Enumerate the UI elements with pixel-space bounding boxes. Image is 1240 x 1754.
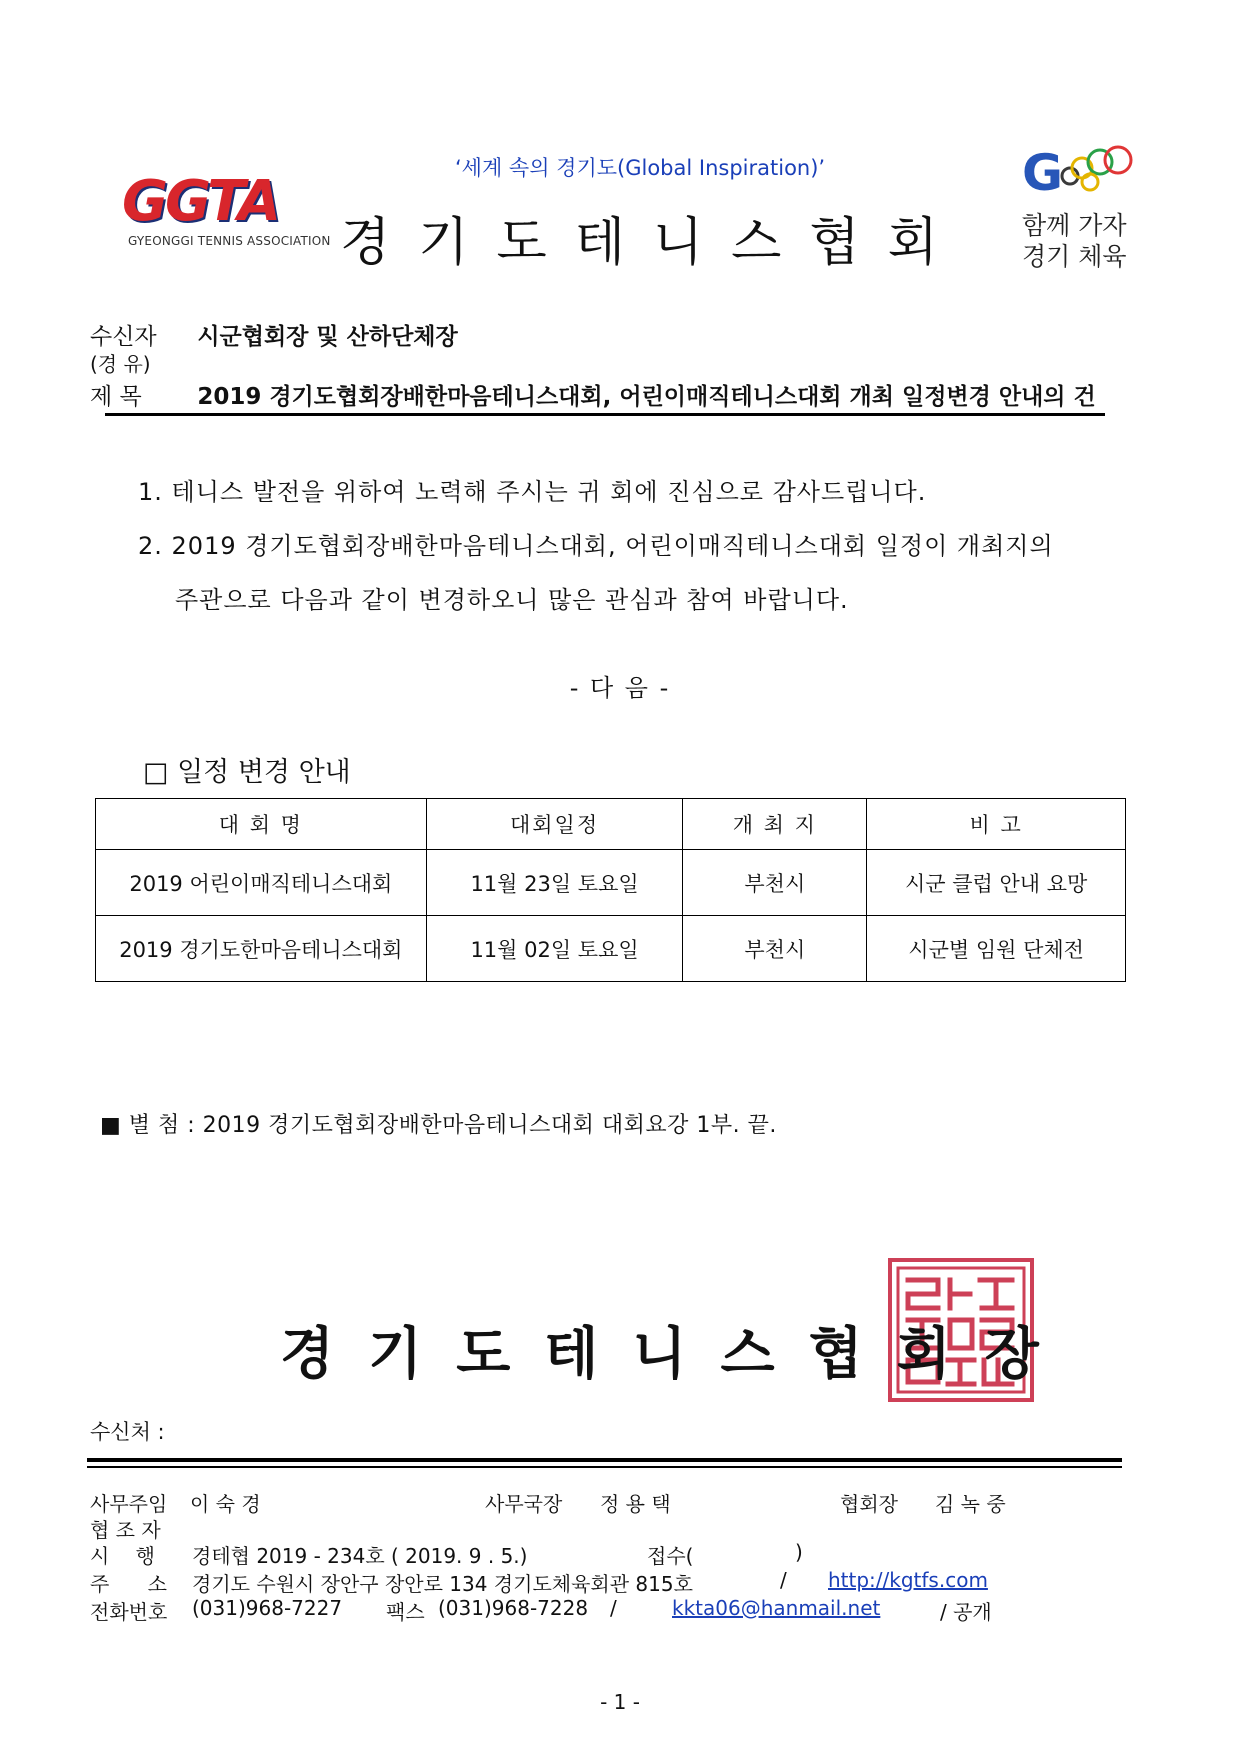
email-link[interactable]: kkta06@hanmail.net (672, 1596, 881, 1620)
phone-value: (031)968-7227 (192, 1596, 343, 1620)
body-item-1: 1. 테니스 발전을 위하여 노력해 주시는 귀 회에 진심으로 감사드립니다. (138, 478, 927, 506)
address-value: 경기도 수원시 장안구 장안로 134 경기도체육회관 815호 (192, 1572, 693, 1596)
recipient-value: 시군협회장 및 산하단체장 (197, 324, 458, 350)
fax-label: 팩스 (386, 1600, 425, 1624)
disclosure-label: / 공개 (940, 1600, 992, 1624)
contact-row (90, 1596, 1190, 1622)
issue-row (90, 1540, 1190, 1566)
receipt-close: ) (795, 1540, 803, 1564)
logo-tagline-1: 함께 가자 (1022, 211, 1127, 240)
table-row (96, 850, 1126, 916)
org-title: 경기도테니스협회 (340, 213, 966, 273)
recipients-label: 수신처 : (90, 1420, 165, 1444)
subject-label: 제 목 (90, 384, 142, 410)
address-row (90, 1568, 1190, 1594)
table-header-cell: 대회일정 (426, 799, 683, 850)
table-header-row (96, 799, 1126, 850)
table-cell: 2019 어린이매직테니스대회 (96, 850, 427, 916)
issuer-signature: 경기도테니스협회장 (280, 1322, 1073, 1387)
address-label: 주 소 (90, 1572, 183, 1596)
olympic-rings-icon (1020, 140, 1140, 206)
approval-row (90, 1488, 1190, 1514)
clerk-label: 사무주임 (90, 1492, 168, 1516)
ggta-logo-subtitle: GYEONGGI TENNIS ASSOCIATION (128, 234, 331, 248)
fax-value: (031)968-7228 (438, 1596, 589, 1620)
ggta-logo-brand: GGTA (122, 169, 279, 234)
recipient-label: 수신자 (90, 324, 157, 350)
subject-row (90, 378, 1096, 411)
contact-separator: / (610, 1596, 617, 1620)
table-row (96, 916, 1126, 982)
director-name: 정 용 택 (600, 1492, 671, 1516)
page-number: - 1 - (600, 1690, 640, 1714)
slogan: ‘세계 속의 경기도(Global Inspiration)’ (455, 156, 826, 180)
clerk-name: 이 숙 경 (190, 1492, 261, 1516)
table-cell: 부천시 (683, 850, 867, 916)
ggta-logo (122, 169, 331, 257)
phone-label: 전화번호 (90, 1600, 168, 1624)
go-sports-logo (1020, 140, 1140, 270)
logo-tagline-2: 경기 체육 (1022, 242, 1127, 271)
table-header-cell: 대 회 명 (96, 799, 427, 850)
table-cell: 부천시 (683, 916, 867, 982)
body-item-2-line-2: 주관으로 다음과 같이 변경하오니 많은 관심과 참여 바랍니다. (175, 586, 849, 614)
attachment-note: ■ 별 첨 : 2019 경기도협회장배한마음테니스대회 대회요강 1부. 끝. (100, 1113, 777, 1138)
svg-text:G: G (1022, 144, 1064, 202)
section-heading: □ 일정 변경 안내 (143, 757, 351, 788)
president-label: 협회장 (840, 1492, 898, 1516)
table-cell: 시군 클럽 안내 요망 (867, 850, 1126, 916)
director-label: 사무국장 (485, 1492, 563, 1516)
table-header-cell: 비 고 (867, 799, 1126, 850)
center-heading: - 다 음 - (569, 674, 671, 702)
website-link[interactable]: http://kgtfs.com (828, 1568, 988, 1592)
via-label: (경 유) (90, 352, 151, 376)
cooperator-label: 협 조 자 (90, 1518, 161, 1542)
issue-label: 시 행 (90, 1544, 165, 1568)
table-cell: 11월 23일 토요일 (426, 850, 683, 916)
subject-value: 2019 경기도협회장배한마음테니스대회, 어린이매직테니스대회 개최 일정변경 안내의 건 (197, 384, 1096, 410)
body-item-2-line-1: 2. 2019 경기도협회장배한마음테니스대회, 어린이매직테니스대회 일정이 개최지의 (138, 532, 1054, 560)
table-cell: 시군별 임원 단체전 (867, 916, 1126, 982)
footer-divider (87, 1458, 1122, 1468)
recipient-row (90, 318, 458, 351)
receipt-label: 접수( (647, 1544, 694, 1568)
schedule-table (95, 798, 1126, 982)
president-name: 김 녹 중 (935, 1492, 1006, 1516)
subject-divider (105, 413, 1105, 416)
table-header-cell: 개 최 지 (683, 799, 867, 850)
address-separator: / (780, 1568, 787, 1592)
table-cell: 11월 02일 토요일 (426, 916, 683, 982)
issue-value: 경테협 2019 - 234호 ( 2019. 9 . 5.) (192, 1544, 528, 1568)
table-cell: 2019 경기도한마음테니스대회 (96, 916, 427, 982)
